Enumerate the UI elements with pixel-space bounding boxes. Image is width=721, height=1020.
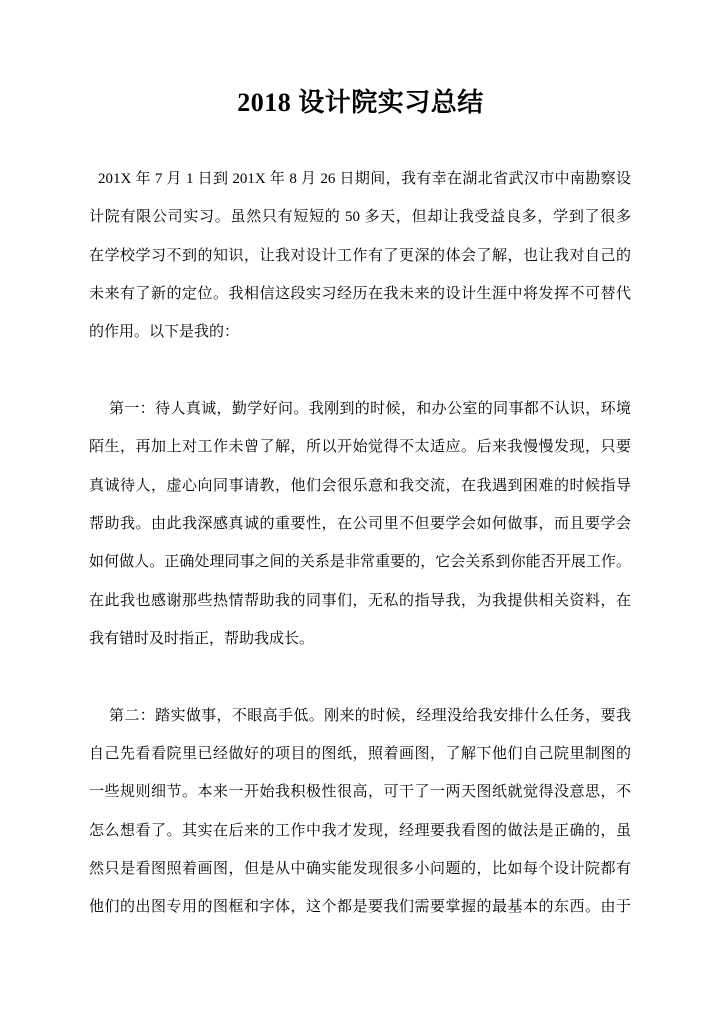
text-line: 在此我也感谢那些热情帮助我的同事们，无私的指导我，为我提供相关资料，在 — [89, 592, 631, 609]
document-body — [89, 160, 631, 927]
text-line: 201X 年 7 月 1 日到 201X 年 8 月 26 日期间，我有幸在湖北省武汉市中南勘察设 — [98, 171, 631, 187]
text-line: 我有错时及时指正，帮助我成长。 — [89, 630, 315, 647]
text-line: 第一：待人真诚，勤学好问。我刚到的时候，和办公室的同事都不认识，环境 — [109, 400, 631, 417]
paragraph-spacer — [89, 352, 631, 390]
document-title: 2018 设计院实习总结 — [237, 88, 484, 117]
text-line: 自己先看看院里已经做好的项目的图纸，照着画图，了解下他们自己院里制图的 — [89, 745, 631, 762]
text-line: 第二：踏实做事，不眼高手低。刚来的时候，经理没给我安排什么任务，要我 — [109, 707, 631, 724]
text-line: 如何做人。正确处理同事之间的关系是非常重要的，它会关系到你能否开展工作。 — [89, 554, 631, 571]
text-line: 他们的出图专用的图框和字体，这个都是要我们需要掌握的最基本的东西。由于 — [89, 899, 631, 916]
text-line: 一些规则细节。本来一开始我积极性很高，可干了一两天图纸就觉得没意思，不 — [89, 784, 631, 801]
paragraph-spacer — [89, 658, 631, 696]
text-line: 真诚待人，虚心向同事请教，他们会很乐意和我交流，在我遇到困难的时候指导 — [89, 477, 631, 494]
text-line: 帮助我。由此我深感真诚的重要性，在公司里不但要学会如何做事，而且要学会 — [89, 515, 631, 532]
text-line: 的作用。以下是我的： — [89, 324, 240, 341]
text-line: 然只是看图照着画图，但是从中确实能发现很多小问题的，比如每个设计院都有 — [89, 860, 631, 877]
text-line: 怎么想看了。其实在后来的工作中我才发现，经理要我看图的做法是正确的，虽 — [89, 822, 631, 839]
text-line: 陌生，再加上对工作未曾了解，所以开始觉得不太适应。后来我慢慢发现，只要 — [89, 439, 631, 456]
text-line: 未来有了新的定位。我相信这段实习经历在我未来的设计生涯中将发挥不可替代 — [89, 285, 631, 302]
text-line: 在学校学习不到的知识，让我对设计工作有了更深的体会了解，也让我对自己的 — [89, 247, 631, 264]
text-line: 计院有限公司实习。虽然只有短短的 50 多天，但却让我受益良多，学到了很多 — [89, 209, 631, 226]
